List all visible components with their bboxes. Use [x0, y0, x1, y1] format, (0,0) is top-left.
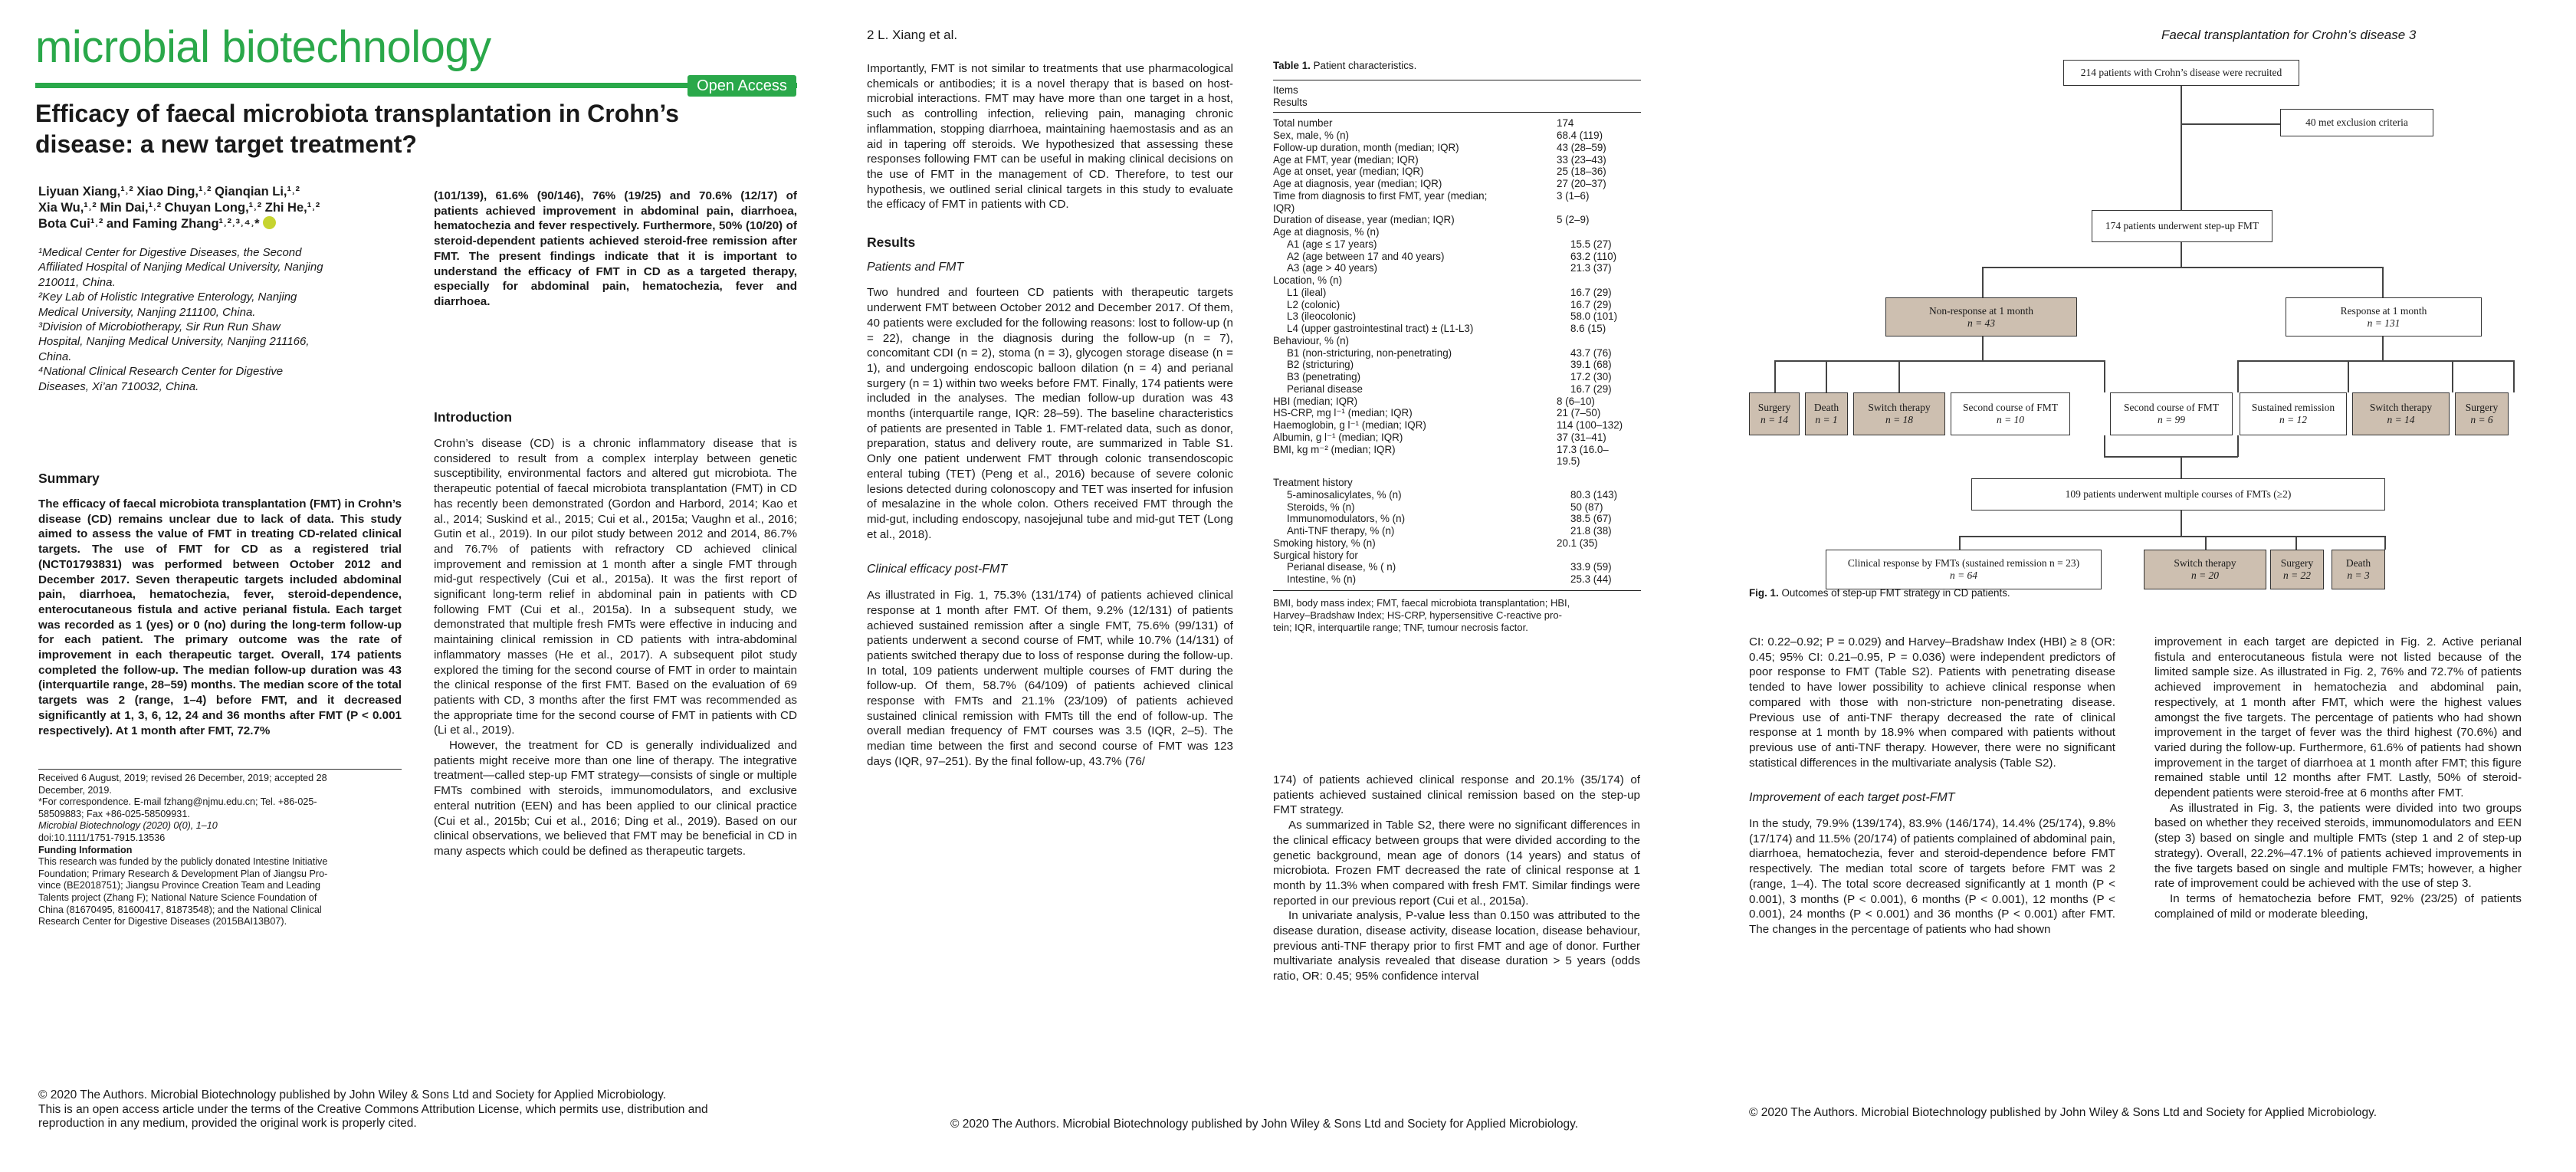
table-cell-item	[1273, 455, 1557, 468]
table-row	[1273, 383, 1641, 396]
table-cell-item: 5-aminosalicylates, % (n)	[1287, 488, 1402, 501]
connector-line	[2237, 360, 2514, 362]
table-cell-result: 58.0 (101)	[1570, 310, 1618, 323]
column-right	[2154, 635, 2522, 921]
table-cell-result: 25 (18–36)	[1557, 166, 1606, 178]
summary-heading: Summary	[38, 471, 100, 486]
table-cell-item: L3 (ileocolonic)	[1287, 310, 1357, 323]
paragraph: In the study, 79.9% (139/174), 83.9% (146/174), 14.4% (25/174), 9.8% (17/174) and 11.5% (20/174) of patients complained of abdominal pain, diarrhoea, hematochezia, fever and steroid-dependence before FMT respectively. The median total score of targets before FMT was 2 (range, 1–4). The total score decreased significantly at 1 month (P < 0.001), 3 months (P < 0.001), 6 months (P < 0.001), 12 months (P < 0.001), 24 months (P < 0.001) and 36 months (P < 0.001) after FMT. The changes in the percentage of patients who had shown	[1749, 817, 2115, 936]
table-body	[1273, 113, 1641, 586]
paragraph: Two hundred and fourteen CD patients with therapeutic targets underwent FMT between October 2012 and December 2017. Of them, 40 patients were excluded for the following reasons: lost to follow-up (n = 22), change in the diagnosis during the follow-up (n = 7), concomitant CDI (n = 2), stoma (n = 3), glycogen storage disease (n = 1), and undergoing endoscopic balloon dilation (n = 4) and perianal surgery (n = 1) within two weeks before FMT. Finally, 174 patients were included in the analyses. The median follow-up duration was 43 months (interquartile range, IQR: 28–59). The baseline characteristics of patients are presented in Table 1. FMT-related data, such as donor, preparation, status and delivery route, are summarized in Table S1. Only one patient underwent FMT through colonic transendoscopic enteral tubing (TET) (Peng et al., 2016) because of severe colonic lesions detected during colonoscopy and TET was inserted for infusion of mesalazine in the whole colon. Others received FMT through the mid-gut, including endoscopy, nasojejunal tube and mid-gut TET (Long et al., 2018).	[867, 286, 1233, 541]
connector-line	[1982, 336, 1984, 360]
table-cell-result: 21.8 (38)	[1570, 525, 1612, 537]
table-cell-result: 114 (100–132)	[1557, 419, 1623, 431]
table-cell-item	[1273, 468, 1557, 477]
article-title-line1: Efficacy of faecal microbiota transplantation in Crohn’s	[35, 100, 679, 127]
table-row	[1273, 561, 1641, 573]
column-left	[867, 61, 1233, 770]
connector-line	[1774, 360, 2104, 362]
table-cell-item: B2 (stricturing)	[1287, 359, 1354, 371]
table-footnote: BMI, body mass index; FMT, faecal microbiota transplantation; HBI, Harvey–Bradshaw Index; HS-CRP, hypersensitive C-reactive pro- tein; IQR, interquartile range; TNF, tumour necrosis factor.	[1273, 596, 1570, 633]
table-cell-result: 5 (2–9)	[1557, 214, 1590, 226]
table-caption: Table 1. Patient characteristics.	[1273, 60, 1417, 71]
table-row	[1273, 501, 1641, 514]
patients-heading: Patients and FMT	[867, 260, 964, 274]
table-row	[1273, 513, 1641, 525]
table-cell-item: Surgical history for	[1273, 549, 1358, 561]
connector-line	[2181, 510, 2182, 537]
table-cell-item: Steroids, % (n)	[1287, 501, 1355, 513]
table-row	[1273, 299, 1641, 311]
affiliations: ¹Medical Center for Digestive Diseases, the Second Affiliated Hospital of Nanjing Medical University, Nanjing 210011, China. ²Key Lab of Holistic Integrative Enterology, Nanjing Medical University, Nanjing 211100, China. ³Division of Microbiotherapy, Sir Run Run Shaw Hospital, Nanjing Medical University, Nanjing 211166, China. ⁴National Clinical Research Center for Digestive Diseases, Xi’an 710032, China.	[38, 246, 323, 393]
box-excluded: 40 met exclusion criteria	[2280, 109, 2433, 136]
table-cell-result: 19.5)	[1557, 455, 1580, 468]
table-1	[1273, 60, 1641, 634]
copyright-line: © 2020 The Authors. Microbial Biotechnology published by John Wiley & Sons Ltd and Society for Applied Microbiology.	[1749, 1106, 2377, 1119]
table-cell-result: 3 (1–6)	[1557, 189, 1590, 202]
table-cell-item: L1 (ileal)	[1287, 286, 1327, 298]
box-multiple-courses: 109 patients underwent multiple courses of FMTs (≥2)	[1971, 478, 2385, 510]
table-cell-item: Age at diagnosis, % (n)	[1273, 226, 1380, 238]
table-row	[1273, 274, 1641, 287]
table-cell-item: Albumin, g l⁻¹ (median; IQR)	[1273, 431, 1403, 443]
table-cell-result: 63.2 (110)	[1570, 250, 1617, 262]
table-cell-result	[1557, 274, 1641, 287]
connector-line	[2384, 536, 2386, 550]
table-cell-item: Smoking history, % (n)	[1273, 537, 1376, 549]
table-row	[1273, 130, 1641, 142]
table-cell-result: 43 (28–59)	[1557, 141, 1606, 153]
results-heading: Results	[867, 235, 916, 251]
table-cell-item: Duration of disease, year (median; IQR)	[1273, 214, 1455, 226]
table-row	[1273, 251, 1641, 263]
connector-line	[1982, 267, 2382, 268]
table-cell-result	[1557, 468, 1641, 477]
table-cell-result: 20.1 (35)	[1557, 537, 1598, 549]
table-cell-item: BMI, kg m⁻² (median; IQR)	[1273, 443, 1396, 455]
table-cell-item: Behaviour, % (n)	[1273, 334, 1349, 346]
table-cell-item: Anti-TNF therapy, % (n)	[1287, 525, 1395, 537]
table-cell-item: Intestine, % (n)	[1287, 573, 1357, 585]
paragraph: 174) of patients achieved clinical response and 20.1% (35/174) of patients achieved sustained clinical remission based on the step-up FMT strategy.	[1273, 773, 1640, 817]
connector-line	[1959, 536, 1961, 550]
table-cell-item: Perianal disease	[1287, 382, 1363, 395]
paragraph: In terms of hematochezia before FMT, 92% (23/25) of patients complained of mild or moderate bleeding,	[2154, 891, 2522, 921]
article-title	[35, 98, 802, 159]
table-cell-result: 16.7 (29)	[1570, 286, 1612, 298]
table-cell-result: 43.7 (76)	[1570, 346, 1612, 359]
box-final-outcome: Surgery n = 22	[2270, 550, 2324, 589]
paragraph: improvement in each target are depicted in Fig. 2. Active perianal fistula and enterocutaneous fistula were not listed because of the limited sample size. As illustrated in Fig. 2, 76% and 72.7% of patients achieved improvement in hematochezia and abdominal pain, respectively, at 1 month after FMT, which were the highest values amongst the five targets. The percentage of patients who had shown improvement in the target of fever was the third highest (70.6%) and varied during the follow-up. Furthermore, 61.6% of patients had shown improvement in the target of diarrhoea at 1 month after FMT; this figure remained stable until 12 months after FMT. Lastly, 50% of steroid-dependent patients were steroid-free at 6 months after FMT.	[2154, 635, 2522, 800]
table-row	[1273, 525, 1641, 537]
table-row	[1273, 407, 1641, 419]
table-cell-item: B1 (non-stricturing, non-penetrating)	[1287, 346, 1452, 359]
table-cell-item: Treatment history	[1273, 477, 1353, 488]
author-line: Bota Cui¹˒² and Faming Zhang¹˒²˒³˒⁴˒*	[38, 216, 406, 232]
article-footnote: Received 6 August, 2019; revised 26 December, 2019; accepted 28 December, 2019. *For correspondence. E-mail fzhang@njmu.edu.cn; Tel. +86-025- 58509883; Fax +86-025-58509931. Microbial Biotechnology (2020) 0(0), 1–10 doi:10.1111/1751-7915.13536 Funding Information This research was funded by the publicly donated Intestine Initiative Foundation; Primary Research & Development Plan of Jiangsu Pro- vince (BE2018751); Jiangsu Province Creation Team and Leading Talents project (Zhang F); National Nature Science Foundation of China (81670495, 81600417, 81873548); and the National Clinical Research Center for Digestive Diseases (2015BAI13B07).	[38, 773, 328, 927]
table-row	[1273, 117, 1641, 130]
table-cell-item: L2 (colonic)	[1287, 298, 1341, 310]
table-row	[1273, 154, 1641, 166]
table-cell-item: Perianal disease, % ( n)	[1287, 561, 1396, 573]
figure-1-flowchart	[1749, 57, 2523, 581]
table-row	[1273, 537, 1641, 550]
table-row	[1273, 432, 1641, 444]
table-row	[1273, 573, 1641, 586]
connector-line	[2104, 360, 2105, 392]
table-cell-item: Age at onset, year (median; IQR)	[1273, 166, 1424, 178]
table-cell-item: A3 (age > 40 years)	[1287, 262, 1377, 274]
box-outcome: Second course of FMT n = 99	[2110, 392, 2233, 435]
orcid-icon[interactable]	[263, 216, 276, 229]
table-cell-result: 27 (20–37)	[1557, 178, 1606, 189]
table-cell-result	[1557, 335, 1641, 347]
paragraph: As illustrated in Fig. 1, 75.3% (131/174) of patients achieved clinical response at 1 month after FMT. Of them, 9.2% (12/131) of patients achieved sustained remission after a single FMT, 75.6% (99/131) of patients underwent a second course of FMT, while 10.7% (14/131) of patients switched therapy due to loss of response during the follow-up. In total, 109 patients underwent multiple courses of FMT during the follow-up. Of them, 58.7% (64/109) of patients achieved clinical response with FMTs and 21.1% (23/109) of patients achieved sustained clinical remission with FMTs till the end of follow-up. The overall median frequency of FMT courses was 3.5 (IQR, 2–5). The median time between the first and second course of FMT was 123 days (IQR, 97–251). By the final follow-up, 43.7% (76/	[867, 589, 1233, 768]
table-cell-result: 8 (6–10)	[1557, 395, 1595, 407]
table-cell-item: Sex, male, % (n)	[1273, 130, 1349, 141]
connector-line	[2237, 360, 2239, 392]
table-cell-result: 16.7 (29)	[1570, 298, 1612, 310]
copyright-block: © 2020 The Authors. Microbial Biotechnology published by John Wiley & Sons Ltd and Society for Applied Microbiology. This is an open access article under the terms of the Creative Commons Attribution License, which permits use, distribution and reproduction in any medium, provided the original work is properly cited.	[38, 1088, 708, 1130]
table-cell-result: 21 (7–50)	[1557, 407, 1601, 419]
table-row	[1273, 310, 1641, 323]
table-row	[1273, 371, 1641, 383]
table-cell-result: 68.4 (119)	[1557, 130, 1603, 141]
table-row	[1273, 347, 1641, 359]
running-head: 2 L. Xiang et al.	[867, 28, 958, 42]
table-cell-result: 174	[1557, 117, 1574, 130]
table-header: Items Results	[1273, 84, 1308, 108]
box-final-outcome: Clinical response by FMTs (sustained remission n = 23) n = 64	[1826, 550, 2102, 589]
table-row	[1273, 419, 1641, 432]
box-outcome: Surgery n = 14	[1749, 392, 1800, 435]
table-cell-item: Haemoglobin, g l⁻¹ (median; IQR)	[1273, 419, 1426, 431]
connector-line	[2295, 536, 2297, 550]
introduction-text	[434, 436, 797, 859]
table-row	[1273, 226, 1641, 238]
table-cell-item: Location, % (n)	[1273, 274, 1343, 286]
box-outcome: Surgery n = 6	[2455, 392, 2509, 435]
table-cell-item: B3 (penetrating)	[1287, 371, 1361, 382]
table-cell-result: 33.9 (59)	[1570, 561, 1612, 573]
copyright-line: © 2020 The Authors. Microbial Biotechnology published by John Wiley & Sons Ltd and Society for Applied Microbiology.	[950, 1118, 1579, 1131]
box-response: Response at 1 month n = 131	[2286, 297, 2482, 336]
connector-line	[2382, 267, 2384, 298]
connector-line	[1959, 536, 2385, 537]
table-row	[1273, 444, 1641, 456]
author-line: Liyuan Xiang,¹˒² Xiao Ding,¹˒² Qianqian Li,¹˒²	[38, 185, 300, 199]
table-row	[1273, 166, 1641, 178]
connector-line	[1898, 360, 1900, 392]
paragraph: CI: 0.22–0.92; P = 0.029) and Harvey–Bradshaw Index (HBI) ≥ 8 (OR: 0.45; 95% CI: 0.21–0.95, P = 0.036) were independent predictors of poor response to FMT (Table S2). Patients with penetrating disease tended to have lower possibility to achieve clinical response when compared with those with non-stricture non-penetrating disease. Previous use of anti-TNF therapy decreased the rate of clinical response at 1 month by 18.9% when compared with patients without previous use of anti-TNF therapy. However, there were no significant statistical differences in the multivariate analysis (Table S2).	[1749, 635, 2115, 770]
connector-line	[2205, 536, 2207, 550]
table-row	[1273, 455, 1641, 468]
connector-line	[1826, 360, 1827, 392]
connector-line	[2348, 360, 2349, 392]
connector-line	[2181, 456, 2182, 479]
table-cell-item: Total number	[1273, 117, 1333, 130]
paragraph: As illustrated in Fig. 3, the patients were divided into two groups based on whether they received steroids, immunomodulators and EEN (step 3) based on single and multiple FMTs (step 1 and 2 of step-up strategy). Overall, 22.2%–47.1% of patients achieved improvements in the five targets based on single and multiple FMTs; however, a higher rate of improvement could be achieved with the use of step 3.	[2154, 801, 2522, 891]
connector-line	[1774, 360, 1776, 392]
table-cell-result: 16.7 (29)	[1570, 382, 1612, 395]
column-right	[1273, 773, 1640, 984]
table-cell-result: 80.3 (143)	[1570, 488, 1618, 501]
table-cell-result: 37 (31–41)	[1557, 431, 1606, 443]
table-cell-result: 38.5 (67)	[1570, 513, 1612, 525]
introduction-heading: Introduction	[434, 409, 513, 425]
table-row	[1273, 323, 1641, 335]
connector-line	[2181, 242, 2182, 268]
improvement-heading: Improvement of each target post-FMT	[1749, 791, 1955, 805]
table-cell-item: Immunomodulators, % (n)	[1287, 513, 1406, 525]
table-row	[1273, 477, 1641, 489]
author-list	[38, 184, 406, 232]
table-row	[1273, 396, 1641, 408]
box-outcome: Switch therapy n = 14	[2352, 392, 2450, 435]
paragraph: Importantly, FMT is not similar to treatments that use pharmacological chemicals or antibodies; it is a novel therapy that is based on host-microbial interactions. FMT may have more than one target in a host, such as controlling infection, relieving pain, managing chronic inflammation, stopping diarrhoea, maintaining haemostasis and as an aid in tapering off steroids. We hypothesized that assessing these responses following FMT can be useful in making clinical decisions on the use of FMT in the management of CD. Therefore, to test our hypothesis, we outlined serial clinical targets in this study to evaluate the efficacy of FMT in patients with CD.	[867, 62, 1233, 212]
table-row	[1273, 468, 1641, 477]
connector-line	[2104, 456, 2238, 458]
journal-title: microbial biotechnology	[35, 22, 491, 72]
box-nonresponse: Non-response at 1 month n = 43	[1885, 297, 2077, 336]
footnote-rule	[38, 769, 402, 770]
column-left	[1749, 635, 2115, 937]
table-cell-item: Time from diagnosis to first FMT, year (median;	[1273, 189, 1488, 202]
open-access-badge: Open Access	[687, 75, 796, 97]
connector-line	[2181, 123, 2280, 125]
connector-line	[2452, 360, 2453, 392]
table-cell-result	[1557, 477, 1641, 489]
connector-line	[1982, 267, 1984, 298]
box-outcome: Switch therapy n = 18	[1853, 392, 1945, 435]
paragraph: However, the treatment for CD is generally individualized and patients might receive more than one line of therapy. The integrative treatment—called step-up FMT strategy—consists of single or multiple FMTs combined with steroids, immunomodulators, and exclusive enteral nutrition (EEN) and has been applied to our clinical practice (Cui et al., 2015b; Cui et al., 2016; Ding et al., 2019). Based on our clinical observations, we believed that FMT may be beneficial in CD in many aspects which could be defined as therapeutic targets.	[434, 739, 797, 858]
table-cell-result	[1557, 226, 1641, 238]
table-cell-item: Age at FMT, year (median; IQR)	[1273, 153, 1419, 166]
table-cell-item: A2 (age between 17 and 40 years)	[1287, 250, 1445, 262]
table-row	[1273, 190, 1641, 202]
connector-line	[2382, 336, 2384, 360]
table-cell-result: 39.1 (68)	[1570, 359, 1612, 371]
figure-caption: Fig. 1. Outcomes of step-up FMT strategy in CD patients.	[1749, 587, 2010, 599]
table-cell-item: HBI (median; IQR)	[1273, 395, 1358, 407]
table-cell-item: IQR)	[1273, 202, 1295, 214]
table-cell-item: HS-CRP, mg l⁻¹ (median; IQR)	[1273, 407, 1413, 419]
summary-text-cont: (101/139), 61.6% (90/146), 76% (19/25) and 70.6% (12/17) of patients achieved improvement in abdominal pain, diarrhoea, hematochezia and fever respectively. Furthermore, 50% (10/20) of steroid-dependent patients achieved steroid-free remission after FMT. The present findings indicate that it is important to understand the efficacy of FMT in CD as a targeted therapy, especially for abdominal pain, hematochezia, fever and diarrhoea.	[434, 189, 797, 308]
table-row	[1273, 489, 1641, 501]
box-final-outcome: Switch therapy n = 20	[2144, 550, 2266, 589]
box-outcome: Second course of FMT n = 10	[1951, 392, 2070, 435]
table-row	[1273, 142, 1641, 154]
box-stepup: 174 patients underwent step-up FMT	[2092, 210, 2272, 242]
summary-text: The efficacy of faecal microbiota transplantation (FMT) in Crohn’s disease (CD) remains unclear due to lack of data. This study aimed to assess the value of FMT in treating CD-related clinical targets. The use of FMT for CD as a registered trial (NCT01793831) was performed between October 2012 and December 2017. Seven therapeutic targets included abdominal pain, diarrhoea, hematochezia, fever, steroid-dependence, enterocutaneous fistula and active perianal fistula. Each target was recorded as 1 (yes) or 0 (no) during the long-term follow-up for each patient. The primary outcome was the rate of improvement in each therapeutic target. Overall, 174 patients completed the follow-up. The median follow-up duration was 43 (interquartile range, 28–59) months. The median score of the total targets was 2 (range, 1–4) before FMT, and it decreased significantly at 1, 3, 6, 12, 24 and 36 months after FMT (P < 0.001 respectively). At 1 month after FMT, 72.7%	[38, 497, 402, 737]
table-cell-item: L4 (upper gastrointestinal tract) ± (L1-L3)	[1287, 323, 1474, 334]
efficacy-heading: Clinical efficacy post-FMT	[867, 563, 1008, 576]
table-row	[1273, 214, 1641, 226]
article-title-line2: disease: a new target treatment?	[35, 130, 417, 158]
journal-rule	[35, 83, 797, 88]
table-cell-result: 8.6 (15)	[1570, 323, 1606, 334]
table-cell-result	[1557, 550, 1641, 562]
table-cell-result: 17.2 (30)	[1570, 371, 1612, 382]
table-cell-result: 17.3 (16.0–	[1557, 443, 1609, 455]
box-outcome: Sustained remission n = 12	[2240, 392, 2347, 435]
table-cell-result: 33 (23–43)	[1557, 153, 1606, 166]
table-cell-result	[1557, 202, 1641, 215]
table-cell-result: 15.5 (27)	[1570, 238, 1612, 250]
table-cell-item: Age at diagnosis, year (median; IQR)	[1273, 178, 1442, 189]
table-row	[1273, 359, 1641, 371]
table-cell-result: 21.3 (37)	[1570, 262, 1612, 274]
connector-line	[2104, 435, 2105, 457]
connector-line	[2181, 86, 2182, 211]
table-cell-item: Follow-up duration, month (median; IQR)	[1273, 141, 1459, 153]
box-recruited: 214 patients with Crohn’s disease were recruited	[2063, 60, 2299, 86]
paragraph: As summarized in Table S2, there were no significant differences in the clinical efficacy between groups that were divided according to the genetic background, mean age of donors (14 years) and status of microbiota. Frozen FMT decreased the rate of clinical response at 1 month by 11.3% when compared with fresh FMT. Similar findings were reported in our previous report (Cui et al., 2015a).	[1273, 819, 1640, 908]
table-cell-item: A1 (age ≤ 17 years)	[1287, 238, 1377, 250]
table-row	[1273, 550, 1641, 562]
paragraph: Crohn’s disease (CD) is a chronic inflammatory disease that is considered to result from a complex interplay between genetic susceptibility, environmental factors and altered gut microbiota. The therapeutic potential of faecal microbiota transplantation (FMT) in CD has recently been demonstrated (Gordon and Harbord, 2014; Kao et al., 2014; Suskind et al., 2015; Cui et al., 2015a; Vaughn et al., 2016; Gutin et al., 2019). In our pilot study between 2012 and 2014, 86.7% and 76.7% of patients with refractory CD achieved clinical improvement and remission at 1 month after a single FMT through mid-gut respectively (Cui et al., 2015a). It was the first report of significant long-term relief in abdominal pain in patients with CD following FMT (Cui et al., 2015a). In a subsequent study, we demonstrated that multiple fresh FMTs were effective in inducing and maintaining clinical remission in CD patients with intra-abdominal inflammatory masses (He et al., 2017). A subsequent pilot study explored the timing for the second course of FMT in order to maintain the clinical response of the first FMT. Based on the evaluation of 69 patients with CD, 3 months after the first FMT was recommended as the appropriate time for the second course of FMT in patients with CD (Li et al., 2019).	[434, 437, 797, 737]
table-row	[1273, 178, 1641, 190]
box-final-outcome: Death n = 3	[2332, 550, 2385, 589]
table-row	[1273, 335, 1641, 347]
box-outcome: Death n = 1	[1805, 392, 1848, 435]
connector-line	[2513, 360, 2515, 392]
table-cell-result: 25.3 (44)	[1570, 573, 1612, 585]
table-row	[1273, 262, 1641, 274]
table-row	[1273, 238, 1641, 251]
author-line: Xia Wu,¹˒² Min Dai,¹˒² Chuyan Long,¹˒² Zhi He,¹˒²	[38, 201, 320, 215]
connector-line	[2237, 435, 2239, 457]
table-row	[1273, 287, 1641, 299]
running-head: Faecal transplantation for Crohn’s disease 3	[2161, 28, 2417, 42]
table-cell-result: 50 (87)	[1570, 501, 1603, 513]
paragraph: In univariate analysis, P-value less than 0.150 was attributed to the disease duration, disease activity, disease location, disease behaviour, previous anti-TNF therapy prior to first FMT and age of donor. Further multivariate analysis revealed that disease duration > 5 years (odds ratio, OR: 0.45; 95% confidence interval	[1273, 909, 1640, 983]
table-row	[1273, 202, 1641, 215]
